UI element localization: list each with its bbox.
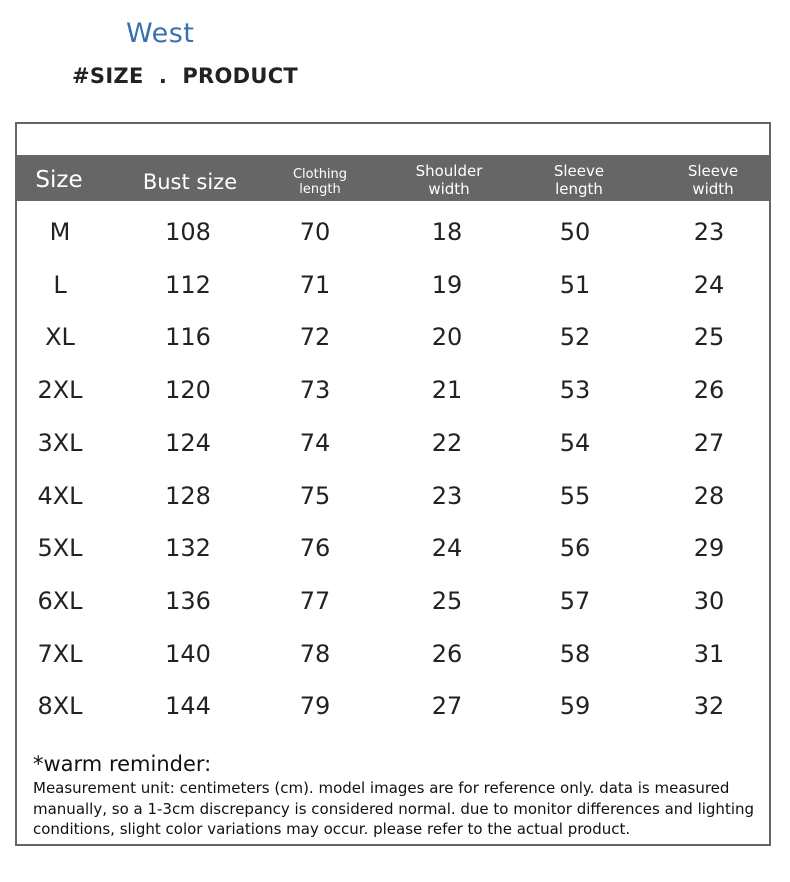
brand-title: West xyxy=(126,18,195,49)
cell-bust-size: 112 xyxy=(165,270,211,299)
cell-sleeve-length: 55 xyxy=(559,481,591,510)
cell-bust-size: 128 xyxy=(165,481,211,510)
cell-clothing-length: 74 xyxy=(299,428,331,457)
cell-sleeve-width: 24 xyxy=(693,270,725,299)
cell-sleeve-width: 25 xyxy=(693,323,725,352)
cell-sleeve-length: 54 xyxy=(559,428,591,457)
cell-clothing-length: 73 xyxy=(299,376,331,405)
cell-sleeve-length: 51 xyxy=(559,270,591,299)
cell-bust-size: 144 xyxy=(165,692,211,721)
cell-size: XL xyxy=(45,323,75,352)
cell-sleeve-width: 23 xyxy=(693,218,725,246)
cell-sleeve-width: 31 xyxy=(693,639,725,668)
cell-sleeve-length: 57 xyxy=(559,586,591,615)
cell-clothing-length: 79 xyxy=(299,692,331,721)
reminder-title: *warm reminder: xyxy=(33,752,212,776)
cell-size: 4XL xyxy=(37,481,83,510)
cell-size: 2XL xyxy=(37,376,83,405)
cell-shoulder-width: 27 xyxy=(431,692,463,721)
cell-size: 3XL xyxy=(37,428,83,457)
cell-size: 7XL xyxy=(37,639,83,668)
cell-sleeve-length: 53 xyxy=(559,376,591,405)
cell-bust-size: 124 xyxy=(165,428,211,457)
header-clothing-length: Clothing length xyxy=(292,167,348,198)
cell-clothing-length: 70 xyxy=(299,218,331,246)
cell-size: M xyxy=(49,218,71,246)
cell-shoulder-width: 23 xyxy=(431,481,463,510)
cell-bust-size: 136 xyxy=(165,586,211,615)
cell-sleeve-width: 26 xyxy=(693,376,725,405)
cell-shoulder-width: 18 xyxy=(431,218,463,246)
cell-size: 8XL xyxy=(37,692,83,721)
cell-clothing-length: 75 xyxy=(299,481,331,510)
reminder-text: Measurement unit: centimeters (cm). model images are for reference only. data is measured manually, so a 1-3cm discrepancy is considered normal. due to monitor differences and lighting conditions, slight color variations may occur. please refer to the actual product. xyxy=(33,779,755,838)
cell-bust-size: 120 xyxy=(165,376,211,405)
cell-sleeve-length: 56 xyxy=(559,534,591,563)
cell-bust-size: 108 xyxy=(165,218,211,246)
cell-size: 5XL xyxy=(37,534,83,563)
cell-sleeve-length: 52 xyxy=(559,323,591,352)
cell-shoulder-width: 20 xyxy=(431,323,463,352)
cell-sleeve-length: 50 xyxy=(559,218,591,246)
cell-sleeve-length: 58 xyxy=(559,639,591,668)
header-sleeve-length: Sleeve length xyxy=(553,162,605,198)
header-shoulder-width: Shoulder width xyxy=(415,162,483,198)
cell-sleeve-length: 59 xyxy=(559,692,591,721)
cell-shoulder-width: 26 xyxy=(431,639,463,668)
cell-clothing-length: 77 xyxy=(299,586,331,615)
header-bust-size: Bust size xyxy=(142,170,238,194)
cell-sleeve-width: 29 xyxy=(693,534,725,563)
cell-shoulder-width: 19 xyxy=(431,270,463,299)
cell-bust-size: 132 xyxy=(165,534,211,563)
cell-size: L xyxy=(53,270,67,299)
cell-sleeve-width: 28 xyxy=(693,481,725,510)
cell-clothing-length: 78 xyxy=(299,639,331,668)
cell-bust-size: 140 xyxy=(165,639,211,668)
cell-shoulder-width: 22 xyxy=(431,428,463,457)
cell-sleeve-width: 32 xyxy=(693,692,725,721)
size-table-frame xyxy=(15,122,771,846)
cell-clothing-length: 71 xyxy=(299,270,331,299)
page-subtitle: #SIZE . PRODUCT xyxy=(72,64,299,88)
cell-shoulder-width: 21 xyxy=(431,376,463,405)
cell-bust-size: 116 xyxy=(165,323,211,352)
cell-size: 6XL xyxy=(37,586,83,615)
cell-sleeve-width: 30 xyxy=(693,586,725,615)
cell-clothing-length: 72 xyxy=(299,323,331,352)
cell-shoulder-width: 24 xyxy=(431,534,463,563)
cell-sleeve-width: 27 xyxy=(693,428,725,457)
cell-clothing-length: 76 xyxy=(299,534,331,563)
cell-shoulder-width: 25 xyxy=(431,586,463,615)
header-sleeve-width: Sleeve width xyxy=(687,162,739,198)
header-size: Size xyxy=(35,167,83,193)
